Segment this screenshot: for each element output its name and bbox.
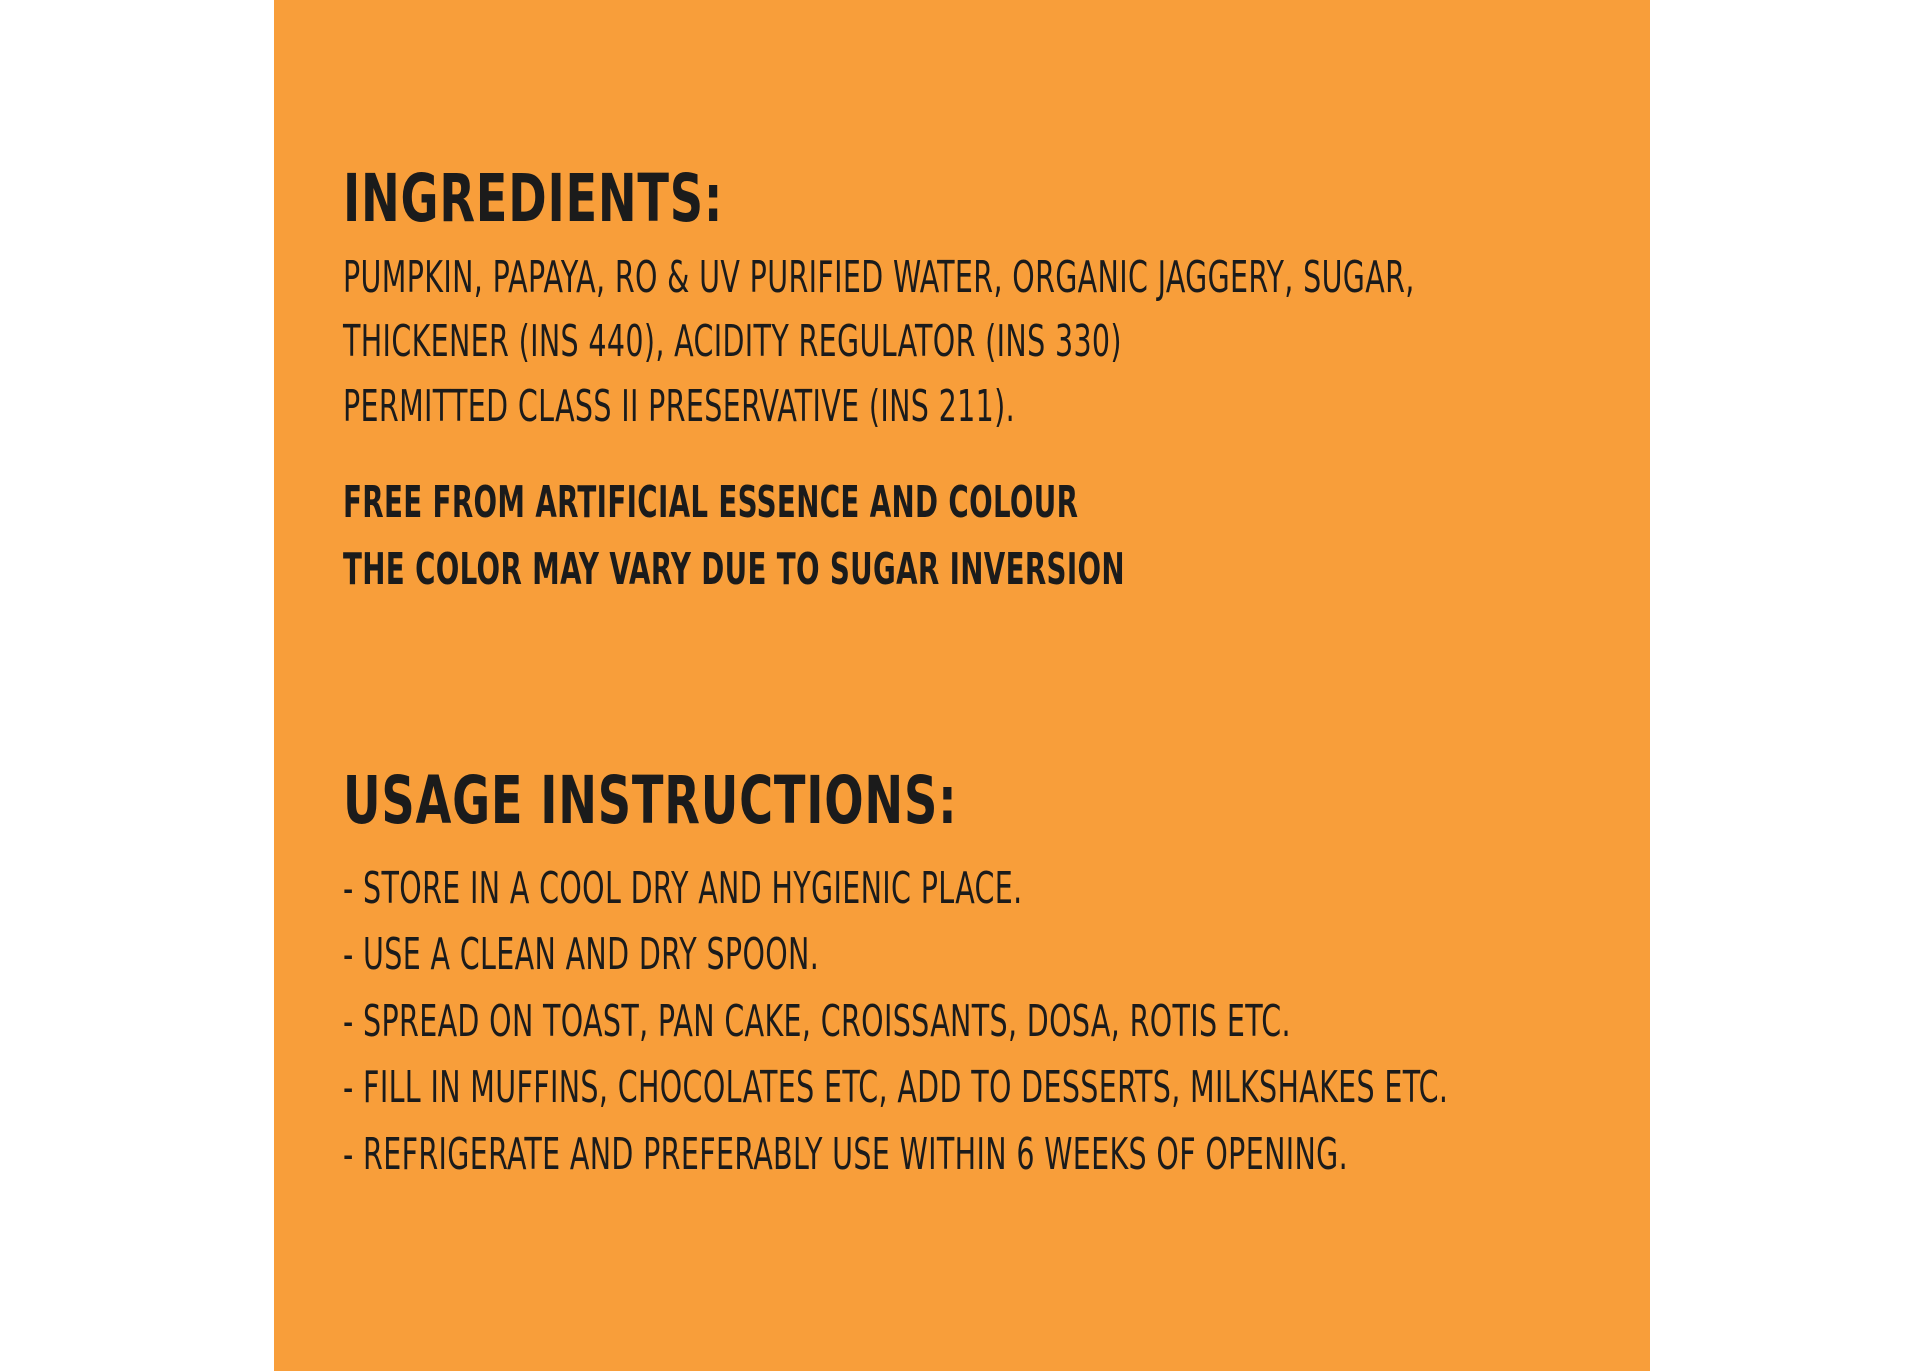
usage-line: - USE A CLEAN AND DRY SPOON.	[343, 929, 820, 980]
usage-heading: USAGE INSTRUCTIONS:	[343, 762, 958, 839]
ingredients-heading: INGREDIENTS:	[343, 160, 724, 237]
ingredients-line: PUMPKIN, PAPAYA, RO & UV PURIFIED WATER, ORGANIC JAGGERY, SUGAR,	[343, 252, 1415, 303]
ingredients-line: PERMITTED CLASS II PRESERVATIVE (INS 211).	[343, 381, 1016, 432]
note-color-variation: THE COLOR MAY VARY DUE TO SUGAR INVERSION	[343, 544, 1125, 595]
usage-line: - FILL IN MUFFINS, CHOCOLATES ETC, ADD TO DESSERTS, MILKSHAKES ETC.	[343, 1062, 1449, 1113]
ingredients-line: THICKENER (INS 440), ACIDITY REGULATOR (INS 330)	[343, 316, 1122, 367]
usage-line: - SPREAD ON TOAST, PAN CAKE, CROISSANTS, DOSA, ROTIS ETC.	[343, 996, 1291, 1047]
usage-line: - STORE IN A COOL DRY AND HYGIENIC PLACE.	[343, 863, 1023, 914]
note-artificial-essence: FREE FROM ARTIFICIAL ESSENCE AND COLOUR	[343, 477, 1079, 528]
usage-line: - REFRIGERATE AND PREFERABLY USE WITHIN 6 WEEKS OF OPENING.	[343, 1129, 1349, 1180]
